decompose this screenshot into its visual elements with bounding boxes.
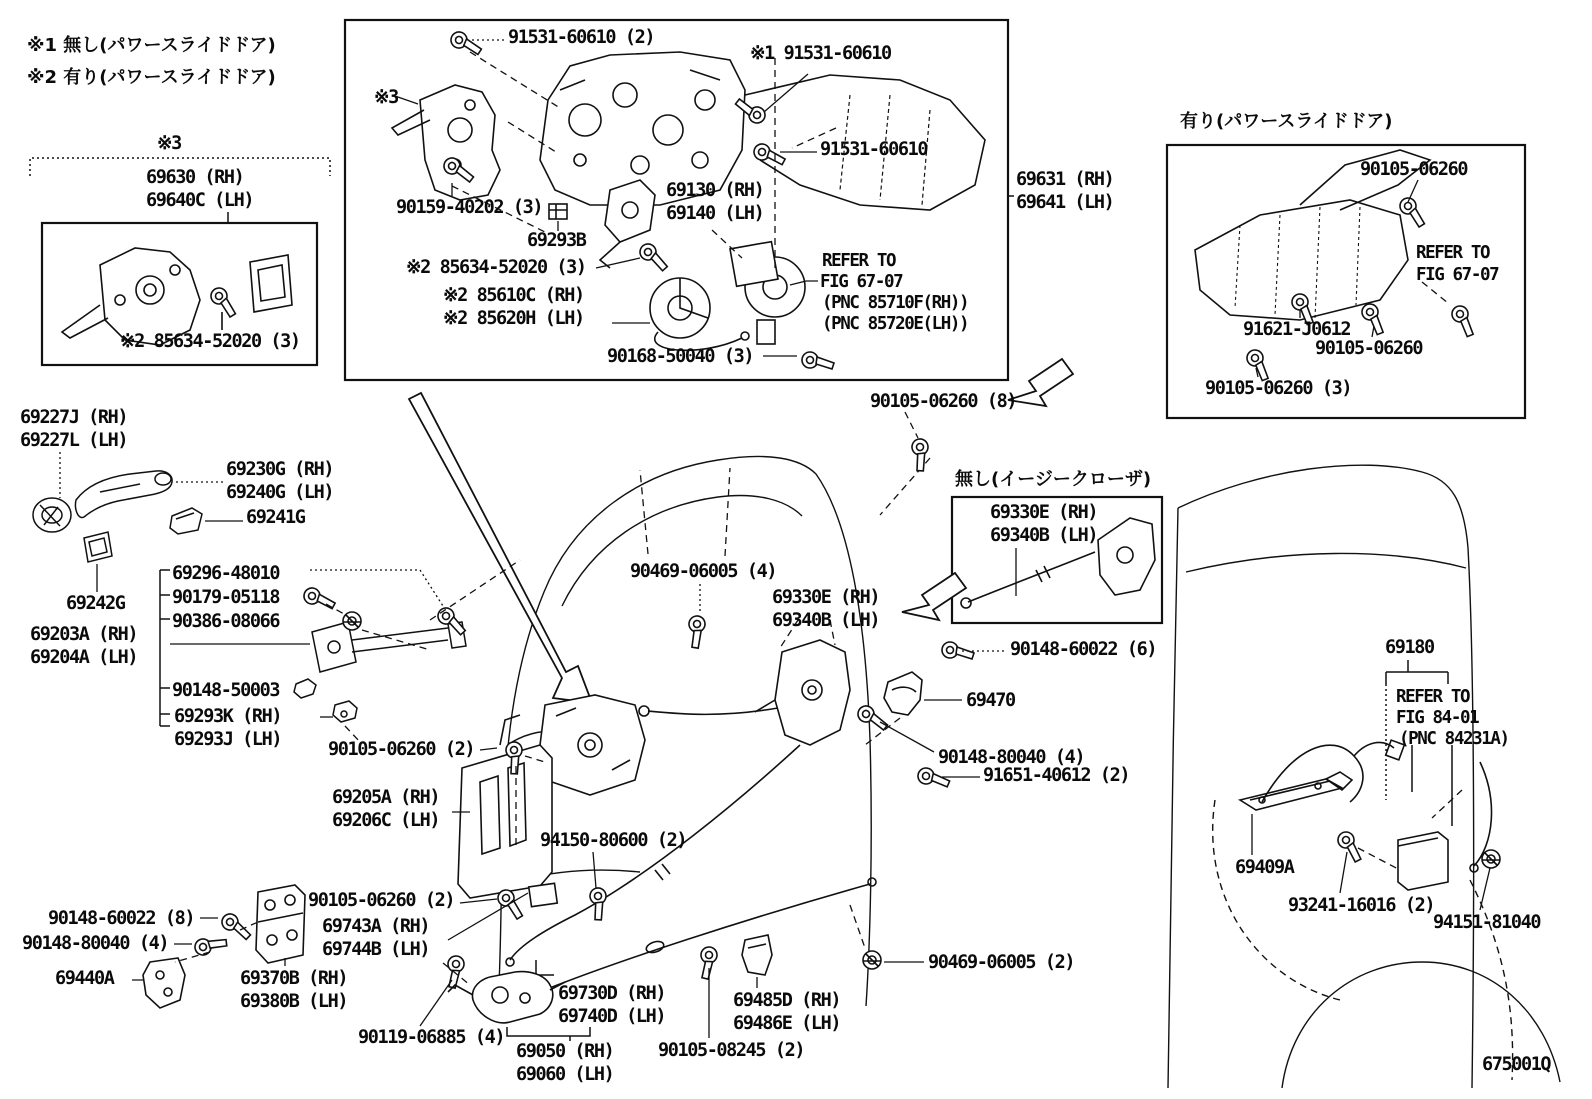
part-90159: 90159-40202 (3) — [396, 197, 543, 218]
part-69205a: 69205A (RH) — [332, 787, 440, 808]
part-90148-50003: 90148-50003 — [172, 680, 280, 701]
part-85620h: ※2 85620H (LH) — [443, 308, 584, 329]
part-69330e-box: 69330E (RH) — [990, 502, 1098, 523]
refer-fig6707-line1: REFER TO — [822, 251, 896, 271]
part-69740d: 69740D (LH) — [558, 1006, 666, 1027]
part-69641: 69641 (LH) — [1016, 192, 1114, 213]
part-91531-x2: 91531-60610 (2) — [508, 27, 655, 48]
part-69130: 69130 (RH) — [666, 180, 764, 201]
part-90105-08245: 90105-08245 (2) — [658, 1040, 805, 1061]
part-69293k: 69293K (RH) — [174, 706, 282, 727]
refer-fig6707b-line2: FIG 67-07 — [1416, 265, 1499, 285]
part-69060: 69060 (LH) — [516, 1064, 614, 1085]
part-91531: 91531-60610 — [820, 139, 928, 160]
part-90148-x4l: 90148-80040 (4) — [22, 933, 169, 954]
part-94151: 94151-81040 — [1433, 912, 1541, 933]
refer-pnc-85720e: (PNC 85720E(LH)) — [822, 314, 969, 334]
part-90469-x4: 90469-06005 (4) — [630, 561, 777, 582]
part-69370b: 69370B (RH) — [240, 968, 348, 989]
part-69204a: 69204A (LH) — [30, 647, 138, 668]
part-91531-ref1: ※1 91531-60610 — [750, 43, 891, 64]
part-85634-sub: ※2 85634-52020 (3) — [120, 331, 300, 352]
fuel-lid-parts — [1240, 740, 1500, 910]
part-69206c: 69206C (LH) — [332, 810, 440, 831]
part-69730d: 69730D (RH) — [558, 983, 666, 1004]
part-91621: 91621-J0612 — [1243, 319, 1351, 340]
part-90105-x3: 90105-06260 (3) — [1205, 378, 1352, 399]
part-69180: 69180 — [1385, 637, 1434, 658]
part-69296: 69296-48010 — [172, 563, 280, 584]
part-94150: 94150-80600 (2) — [540, 830, 687, 851]
part-69230g: 69230G (RH) — [226, 459, 334, 480]
part-90105-mid: 90105-06260 — [1315, 338, 1423, 359]
part-85610c: ※2 85610C (RH) — [443, 285, 584, 306]
part-69140: 69140 (LH) — [666, 203, 764, 224]
part-91651: 91651-40612 (2) — [983, 765, 1130, 786]
part-90168: 90168-50040 (3) — [607, 346, 754, 367]
part-93241: 93241-16016 (2) — [1288, 895, 1435, 916]
part-69240g: 69240G (LH) — [226, 482, 334, 503]
sub-box-marker: ※3 — [157, 133, 181, 154]
part-90179: 90179-05118 — [172, 587, 280, 608]
part-90148-x8: 90148-60022 (8) — [48, 908, 195, 929]
part-90148-x4r: 90148-80040 (4) — [938, 747, 1085, 768]
part-90105-x2a: 90105-06260 (2) — [328, 739, 475, 760]
part-69640c: 69640C (LH) — [146, 190, 254, 211]
part-69330e: 69330E (RH) — [772, 587, 880, 608]
part-90148-x6: 90148-60022 (6) — [1010, 639, 1157, 660]
refer-fig8401-line2: FIG 84-01 — [1396, 708, 1479, 728]
refer-fig8401-line1: REFER TO — [1396, 687, 1470, 707]
refer-pnc-85710f: (PNC 85710F(RH)) — [822, 293, 969, 313]
part-90469-x2: 90469-06005 (2) — [928, 952, 1075, 973]
easy-closer-title: 無し(イージークローザ) — [955, 469, 1152, 490]
part-69050: 69050 (RH) — [516, 1041, 614, 1062]
part-69203a: 69203A (RH) — [30, 624, 138, 645]
part-69485d: 69485D (RH) — [733, 990, 841, 1011]
part-69380b: 69380B (LH) — [240, 991, 348, 1012]
part-69486e: 69486E (LH) — [733, 1013, 841, 1034]
note-1: ※1 無し(パワースライドドア) — [27, 35, 276, 56]
part-90119: 90119-06885 (4) — [358, 1027, 505, 1048]
power-box-title: 有り(パワースライドドア) — [1180, 111, 1393, 132]
part-69470: 69470 — [966, 690, 1015, 711]
part-69340b-box: 69340B (LH) — [990, 525, 1098, 546]
refer-fig6707-line2: FIG 67-07 — [820, 272, 903, 292]
note-2: ※2 有り(パワースライドドア) — [27, 67, 276, 88]
part-69409a: 69409A — [1235, 857, 1294, 878]
part-85634-main: ※2 85634-52020 (3) — [406, 257, 586, 278]
quarter-panel-outline — [1168, 465, 1560, 1088]
door-lock-and-cables — [458, 437, 974, 1000]
refer-pnc-84231a: (PNC 84231A) — [1399, 729, 1509, 749]
drawing-code: 675001Q — [1482, 1054, 1551, 1075]
part-69293b: 69293B — [527, 230, 586, 251]
part-90386: 90386-08066 — [172, 611, 280, 632]
part-69743a: 69743A (RH) — [322, 916, 430, 937]
part-90105-x8: 90105-06260 (8) — [870, 391, 1017, 412]
part-69440a: 69440A — [55, 968, 114, 989]
refer-fig6707b-line1: REFER TO — [1416, 243, 1490, 263]
part-69631: 69631 (RH) — [1016, 169, 1114, 190]
part-69241g: 69241G — [246, 507, 305, 528]
part-69227l: 69227L (LH) — [20, 430, 128, 451]
part-69630: 69630 (RH) — [146, 167, 244, 188]
part-69242g: 69242G — [66, 593, 125, 614]
part-90105-x2b: 90105-06260 (2) — [308, 890, 455, 911]
part-69744b: 69744B (LH) — [322, 939, 430, 960]
part-90105-top: 90105-06260 — [1360, 159, 1468, 180]
part-69293j: 69293J (LH) — [174, 729, 282, 750]
part-69340b: 69340B (LH) — [772, 610, 880, 631]
main-box-marker: ※3 — [374, 87, 398, 108]
part-69227j: 69227J (RH) — [20, 407, 128, 428]
